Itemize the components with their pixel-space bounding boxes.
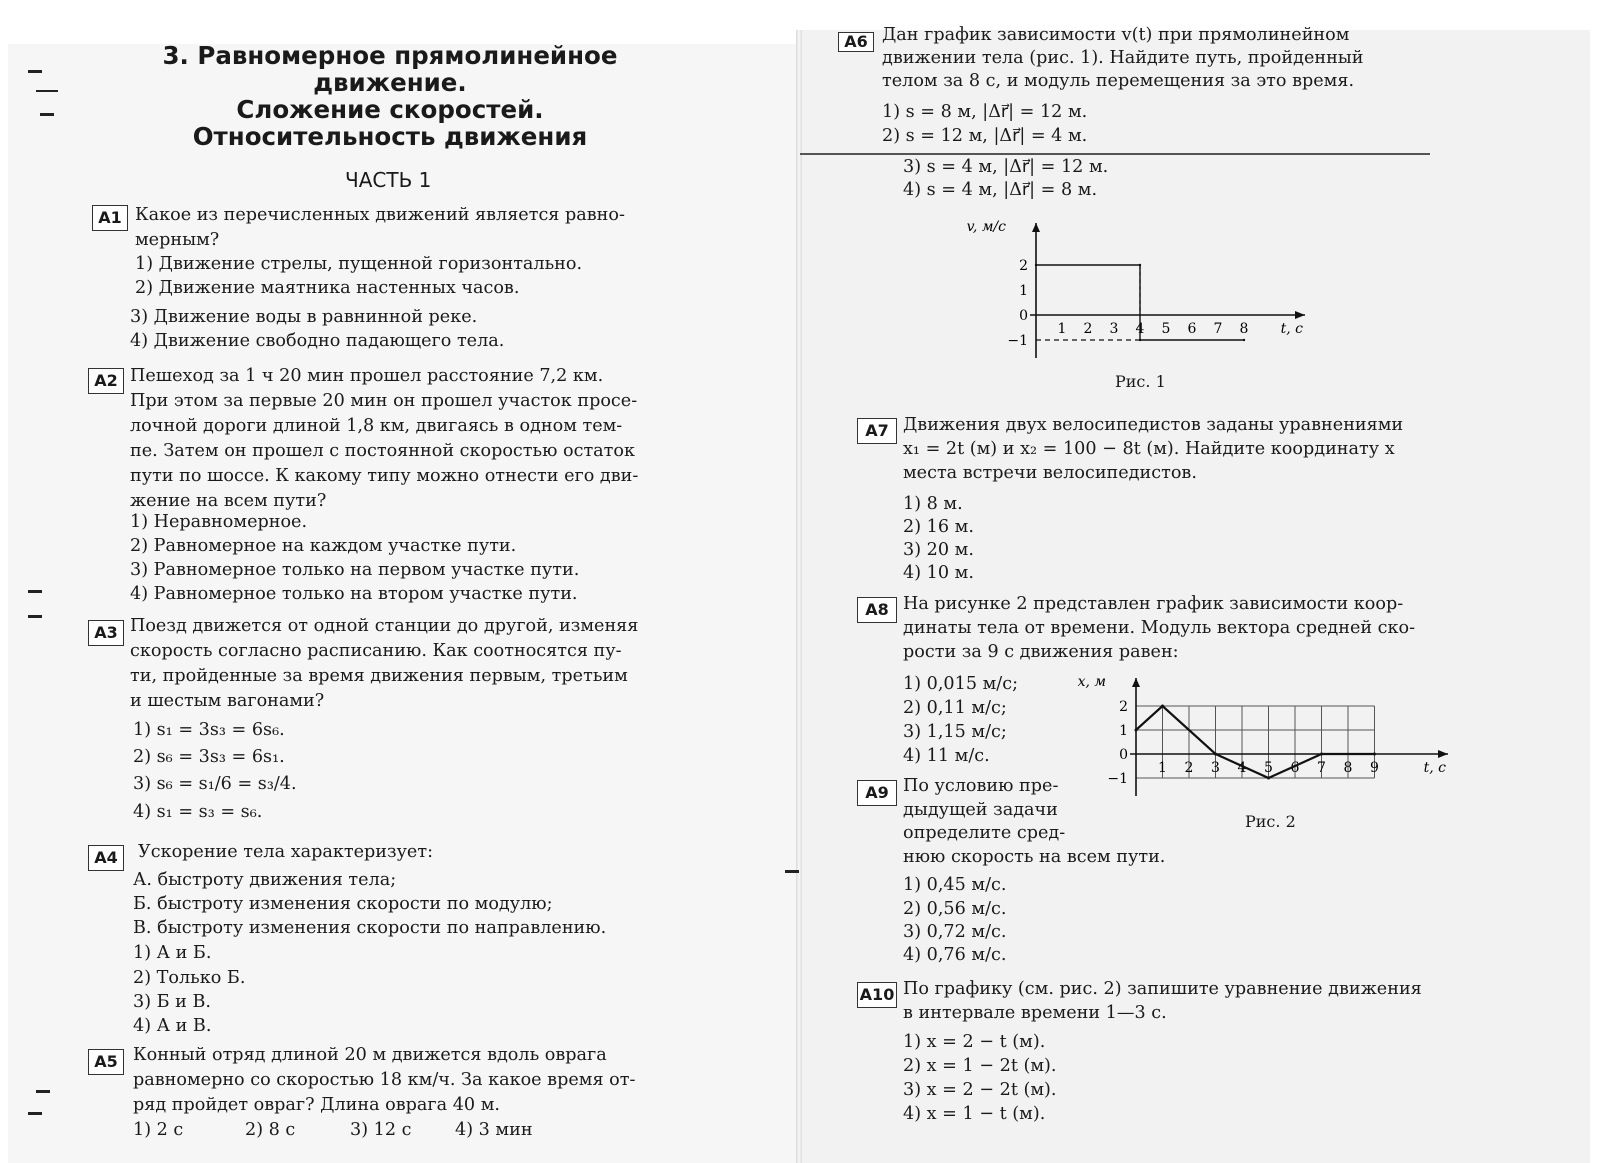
data-point	[1214, 753, 1217, 756]
text-line: пе. Затем он прошел с постоянной скоростью остаток	[130, 441, 635, 461]
text-line: равномерно со скоростью 18 км/ч. За какое время от-	[133, 1070, 636, 1090]
question-label-a2: A2	[88, 368, 124, 394]
text-line: x₁ = 2t (м) и x₂ = 100 − 8t (м). Найдите координату x	[903, 439, 1395, 459]
option-a6-2: 2) s = 12 м, |Δr⃗| = 4 м.	[882, 126, 1088, 146]
option-a9-4: 4) 0,76 м/с.	[903, 945, 1007, 965]
margin-mark	[28, 615, 42, 618]
option-a4-4: 4) А и В.	[133, 1016, 212, 1036]
option-a1-2: 2) Движение маятника настенных часов.	[135, 278, 520, 298]
option-a10-4: 4) x = 1 − t (м).	[903, 1104, 1046, 1124]
option-a3-4: 4) s₁ = s₃ = s₆.	[133, 802, 263, 822]
text-line: Конный отряд длиной 20 м движется вдоль оврага	[133, 1045, 607, 1065]
option-a5-3: 3) 12 с	[350, 1120, 412, 1140]
option-a8-4: 4) 11 м/с.	[903, 746, 990, 766]
margin-mark	[28, 70, 42, 73]
text-line: и шестым вагонами?	[130, 691, 325, 711]
question-label-a3: A3	[88, 620, 124, 646]
option-a5-2: 2) 8 с	[245, 1120, 296, 1140]
question-label-a7: A7	[857, 418, 897, 444]
title-line: Сложение скоростей.	[236, 95, 544, 124]
text-line: рости за 9 с движения равен:	[903, 642, 1179, 662]
option-a4-3: 3) Б и В.	[133, 992, 212, 1012]
option-a6-4: 4) s = 4 м, |Δr⃗| = 8 м.	[903, 180, 1098, 200]
x-tick-label: 6	[1290, 760, 1300, 776]
x-tick-label: 1	[1057, 321, 1067, 337]
x-axis-label: t, с	[1423, 760, 1446, 776]
text-line: Пешеход за 1 ч 20 мин прошел расстояние 7,2 км.	[130, 366, 604, 386]
y-tick-label: 2	[1019, 258, 1028, 274]
option-a6-3: 3) s = 4 м, |Δr⃗| = 12 м.	[903, 157, 1109, 177]
question-text-a4	[138, 840, 698, 865]
question-text-a10	[903, 977, 1453, 1025]
question-text-a7	[903, 413, 1453, 485]
text-line: При этом за первые 20 мин он прошел участок просе-	[130, 391, 638, 411]
x-tick-label: 4	[1237, 760, 1247, 776]
text-line: динаты тела от времени. Модуль вектора средней ско-	[903, 618, 1416, 638]
question-label-a9: A9	[857, 780, 897, 806]
text-line: Поезд движется от одной станции до другой, изменяя	[130, 616, 639, 636]
option-a9-3: 3) 0,72 м/с.	[903, 922, 1007, 942]
data-point	[1267, 777, 1270, 780]
option-a3-2: 2) s₆ = 3s₃ = 6s₁.	[133, 747, 285, 767]
option-a3-1: 1) s₁ = 3s₃ = 6s₆.	[133, 720, 285, 740]
y-axis-label: v, м/с	[966, 219, 1006, 235]
margin-mark	[40, 113, 54, 116]
x-tick-label: 2	[1083, 321, 1093, 337]
subitem-a4-c: В. быстроту изменения скорости по направлению.	[133, 918, 607, 938]
y-axis-arrow	[1132, 678, 1140, 687]
data-point	[1243, 339, 1245, 341]
x-tick-label: 4	[1135, 321, 1145, 337]
option-a2-4: 4) Равномерное только на втором участке пути.	[130, 584, 578, 604]
option-a1-1: 1) Движение стрелы, пущенной горизонтально.	[135, 254, 583, 274]
option-a10-2: 2) x = 1 − 2t (м).	[903, 1056, 1057, 1076]
text-line: определите сред-	[903, 823, 1066, 843]
option-a5-4: 4) 3 мин	[455, 1120, 533, 1140]
chapter-title	[110, 42, 670, 150]
option-a4-1: 1) А и Б.	[133, 943, 212, 963]
title-line: 3. Равномерное прямолинейное	[162, 41, 618, 70]
data-point	[1161, 705, 1164, 708]
y-axis-label: x, м	[1077, 674, 1106, 690]
x-tick-label: 2	[1184, 760, 1194, 776]
title-line: Относительность движения	[192, 122, 588, 151]
text-line: Ускорение тела характеризует:	[138, 842, 434, 862]
text-line: пути по шоссе. К какому типу можно отнести его дви-	[130, 466, 639, 486]
text-line: Движения двух велосипедистов заданы уравнениями	[903, 415, 1404, 435]
y-axis-arrow	[1032, 223, 1040, 232]
question-label-a5: A5	[88, 1049, 124, 1075]
text-line: нюю скорость на всем пути.	[903, 846, 1166, 867]
question-label-a6: A6	[838, 32, 874, 52]
question-label-a1: A1	[92, 205, 128, 231]
option-a8-3: 3) 1,15 м/с;	[903, 722, 1007, 742]
option-a1-4: 4) Движение свободно падающего тела.	[130, 331, 505, 351]
text-line: места встречи велосипедистов.	[903, 463, 1197, 483]
margin-mark	[28, 590, 42, 593]
data-point	[1320, 753, 1323, 756]
x-tick-label: 7	[1213, 321, 1223, 337]
figure-1-plot	[967, 219, 1305, 358]
text-line: По графику (см. рис. 2) запишите уравнение движения	[903, 979, 1422, 999]
question-text-a5	[133, 1043, 691, 1118]
question-text-a8	[903, 592, 1453, 664]
option-a1-3: 3) Движение воды в равнинной реке.	[130, 307, 478, 327]
part-heading: ЧАСТЬ 1	[345, 168, 432, 192]
x-tick-label: 8	[1343, 760, 1353, 776]
x-tick-label: 5	[1161, 321, 1171, 337]
text-line: скорость согласно расписанию. Как соотносятся пу-	[130, 641, 622, 661]
option-a10-1: 1) x = 2 − t (м).	[903, 1032, 1046, 1052]
option-a7-1: 1) 8 м.	[903, 494, 963, 514]
title-line: движение.	[313, 68, 467, 97]
y-tick-label: 1	[1019, 283, 1028, 299]
margin-mark	[785, 870, 799, 873]
option-a6-1: 1) s = 8 м, |Δr⃗| = 12 м.	[882, 102, 1088, 122]
subitem-a4-b: Б. быстроту изменения скорости по модулю;	[133, 894, 553, 914]
text-line: мерным?	[135, 230, 220, 250]
subitem-a4-a: А. быстроту движения тела;	[133, 870, 397, 890]
text-line: дыдущей задачи	[903, 799, 1058, 820]
option-a3-3: 3) s₆ = s₁/6 = s₃/4.	[133, 774, 297, 794]
option-a9-2: 2) 0,56 м/с.	[903, 899, 1007, 919]
question-text-a9	[903, 775, 1223, 869]
text-line: Какое из перечисленных движений является равно-	[135, 205, 625, 225]
y-tick-label: −1	[1007, 333, 1028, 349]
page-fold	[796, 30, 802, 1163]
text-line: жение на всем пути?	[130, 491, 327, 511]
option-a10-3: 3) x = 2 − 2t (м).	[903, 1080, 1057, 1100]
text-line: Дан график зависимости v(t) при прямолинейном	[882, 25, 1350, 45]
x-tick-label: 9	[1370, 760, 1379, 776]
text-line: лочной дороги длиной 1,8 км, двигаясь в одном тем-	[130, 416, 623, 436]
figure-1	[966, 215, 1310, 365]
margin-mark	[36, 1090, 50, 1093]
data-point	[1035, 264, 1037, 266]
option-a7-4: 4) 10 м.	[903, 563, 974, 583]
figure-2-caption: Рис. 2	[1245, 812, 1296, 831]
question-text-a2	[130, 364, 690, 514]
text-line: По условию пре-	[903, 776, 1059, 796]
x-axis-arrow	[1438, 750, 1448, 758]
text-line: движении тела (рис. 1). Найдите путь, пройденный	[882, 48, 1364, 68]
question-label-a8: A8	[857, 597, 897, 623]
y-tick-label: −1	[1107, 771, 1128, 787]
x-axis-label: t, с	[1280, 321, 1303, 337]
x-tick-label: 1	[1158, 760, 1167, 776]
figure-1-caption: Рис. 1	[1115, 372, 1166, 391]
data-point	[1135, 729, 1138, 732]
question-label-a4: A4	[88, 845, 124, 871]
option-a8-1: 1) 0,015 м/с;	[903, 674, 1019, 694]
x-tick-label: 8	[1239, 321, 1249, 337]
text-line: На рисунке 2 представлен график зависимости коор-	[903, 594, 1404, 614]
question-text-a6	[882, 24, 1447, 93]
x-axis-arrow	[1295, 311, 1305, 319]
text-line: ти, пройденные за время движения первым, третьим	[130, 666, 628, 686]
y-tick-label: 0	[1019, 308, 1028, 324]
margin-mark	[28, 1112, 42, 1115]
y-tick-label: 1	[1119, 723, 1128, 739]
scan-line	[800, 153, 1430, 155]
series-line-x	[1136, 706, 1375, 778]
y-tick-label: 2	[1119, 699, 1128, 715]
text-line: телом за 8 с, и модуль перемещения за это время.	[882, 71, 1355, 91]
question-label-a10: A10	[857, 982, 897, 1008]
option-a8-2: 2) 0,11 м/с;	[903, 698, 1007, 718]
x-tick-label: 3	[1109, 321, 1119, 337]
data-point	[1373, 753, 1376, 756]
x-tick-label: 6	[1187, 321, 1197, 337]
x-tick-label: 5	[1264, 760, 1273, 776]
y-tick-label: 0	[1119, 747, 1128, 763]
option-a4-2: 2) Только Б.	[133, 968, 246, 988]
option-a2-2: 2) Равномерное на каждом участке пути.	[130, 536, 517, 556]
x-tick-label: 7	[1317, 760, 1326, 776]
option-a7-2: 2) 16 м.	[903, 517, 974, 537]
option-a2-1: 1) Неравномерное.	[130, 512, 308, 532]
question-text-a3	[130, 614, 690, 714]
option-a9-1: 1) 0,45 м/с.	[903, 875, 1007, 895]
text-line: ряд пройдет овраг? Длина оврага 40 м.	[133, 1095, 500, 1115]
text-line: в интервале времени 1—3 с.	[903, 1003, 1167, 1023]
question-text-a1	[135, 203, 693, 253]
margin-mark	[36, 90, 58, 92]
option-a7-3: 3) 20 м.	[903, 540, 974, 560]
option-a2-3: 3) Равномерное только на первом участке пути.	[130, 560, 580, 580]
x-tick-label: 3	[1211, 760, 1220, 776]
option-a5-1: 1) 2 с	[133, 1120, 184, 1140]
